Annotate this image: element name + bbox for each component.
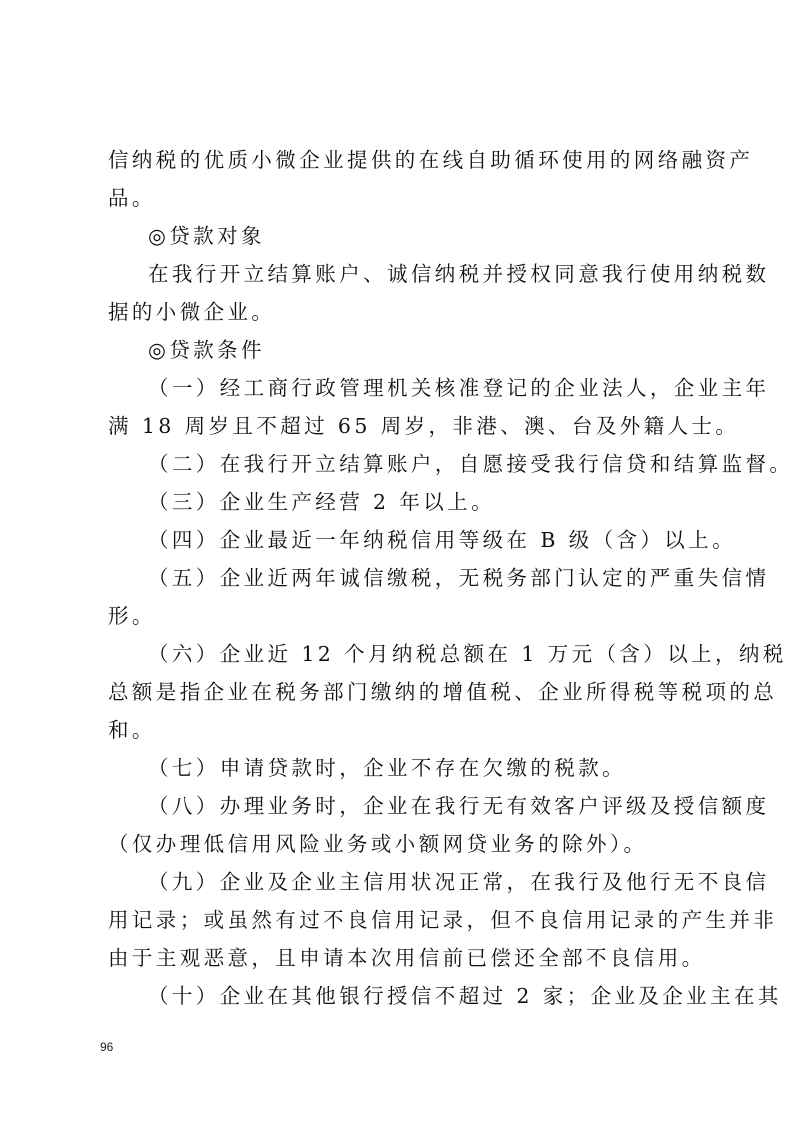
- paragraph-line: 总额是指企业在税务部门缴纳的增值税、企业所得税等税项的总: [108, 680, 778, 704]
- paragraph-line: 信纳税的优质小微企业提供的在线自助循环使用的网络融资产: [108, 148, 754, 172]
- section-heading: ◎贷款对象: [148, 224, 265, 248]
- paragraph-line: 和。: [108, 718, 156, 742]
- paragraph-line: （三）企业生产经营 2 年以上。: [148, 490, 495, 514]
- paragraph-line: 品。: [108, 186, 156, 210]
- paragraph-line: 由于主观恶意，且申请本次用信前已偿还全部不良信用。: [108, 946, 706, 970]
- paragraph-line: 在我行开立结算账户、诚信纳税并授权同意我行使用纳税数: [148, 262, 770, 286]
- paragraph-line: （二）在我行开立结算账户，自愿接受我行信贷和结算监督。: [148, 452, 793, 476]
- paragraph-line: （仅办理低信用风险业务或小额网贷业务的除外）。: [108, 832, 648, 856]
- paragraph-line: （八）办理业务时，企业在我行无有效客户评级及授信额度: [148, 794, 770, 818]
- paragraph-line: （一）经工商行政管理机关核准登记的企业法人，企业主年: [148, 376, 770, 400]
- paragraph-line: 据的小微企业。: [108, 300, 276, 324]
- paragraph-line: （四）企业最近一年纳税信用等级在 B 级（含）以上。: [148, 528, 736, 552]
- paragraph-line: 用记录；或虽然有过不良信用记录，但不良信用记录的产生并非: [108, 908, 778, 932]
- page-number: 96: [100, 1040, 114, 1054]
- paragraph-line: 形。: [108, 604, 156, 628]
- paragraph-line: 满 18 周岁且不超过 65 周岁，非港、澳、台及外籍人士。: [108, 414, 740, 438]
- paragraph-line: （十）企业在其他银行授信不超过 2 家；企业及企业主在其: [148, 984, 782, 1008]
- paragraph-line: （六）企业近 12 个月纳税总额在 1 万元（含）以上，纳税: [148, 642, 787, 666]
- paragraph-line: （五）企业近两年诚信缴税，无税务部门认定的严重失信情: [148, 566, 770, 590]
- paragraph-line: （九）企业及企业主信用状况正常，在我行及他行无不良信: [148, 870, 770, 894]
- section-heading: ◎贷款条件: [148, 338, 265, 362]
- paragraph-line: （七）申请贷款时，企业不存在欠缴的税款。: [148, 756, 626, 780]
